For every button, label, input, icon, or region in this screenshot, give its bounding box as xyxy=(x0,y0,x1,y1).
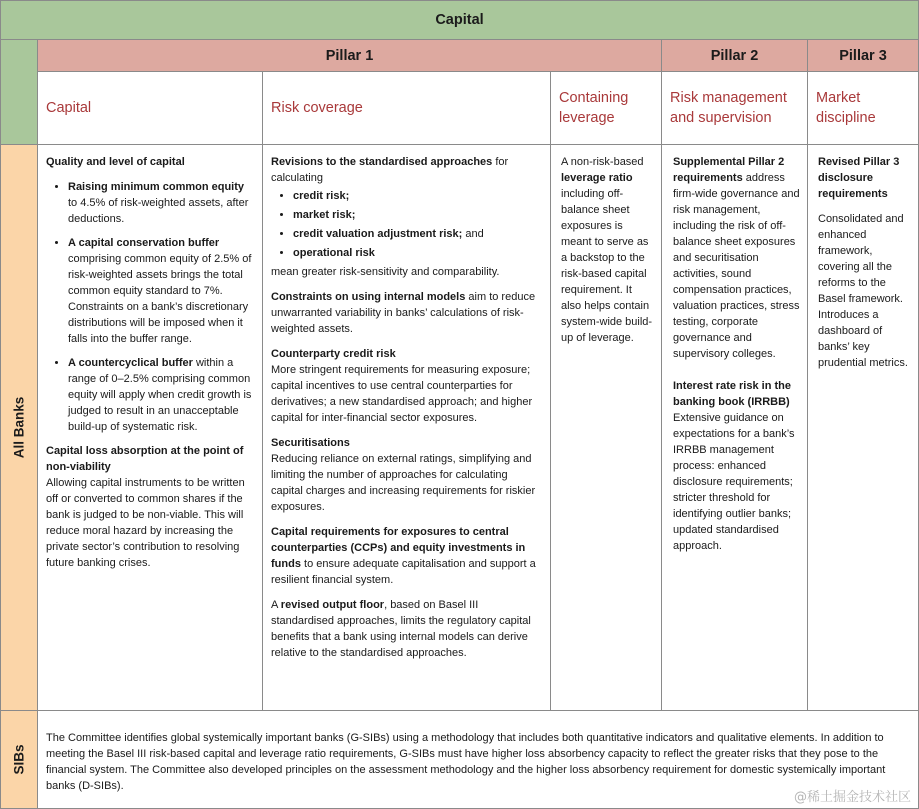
capital-bullet-3-text: within a range of 0–2.5% comprising common equity will apply when credit growth is judged to result in an unacceptable build-up of systematic risk. xyxy=(68,357,252,433)
risk-s3-head: Counterparty credit risk xyxy=(271,348,396,360)
risk-item-operational-label: operational risk xyxy=(293,247,375,259)
cell-sibs xyxy=(37,710,919,809)
pillar-2-label: Pillar 2 xyxy=(710,47,759,64)
column-header-capital xyxy=(37,71,263,145)
capital-heading-loss-absorption: Capital loss absorption at the point of non-viability xyxy=(46,445,244,473)
risk-s5-text: to ensure adequate capitalisation and support a resilient financial system. xyxy=(271,558,536,586)
pillar-2-header xyxy=(661,39,808,72)
risk-s2-text: aim to reduce unwarranted variability in banks’ calculations of risk-weighted assets. xyxy=(271,291,536,335)
pillar-3-label: Pillar 3 xyxy=(839,47,887,64)
market-text: Consolidated and enhanced framework, covering all the reforms to the Basel framework. Introduces a dashboard of banks’ key prudential metrics. xyxy=(818,213,908,369)
table-title-text: Capital xyxy=(435,12,484,28)
capital-bullet-2-bold: A capital conservation buffer xyxy=(68,237,220,249)
column-header-risk-management xyxy=(661,71,808,145)
risk-s4-text: Reducing reliance on external ratings, simplifying and limiting the number of approaches for calculating capital charges and increasing requirements for riskier exposures. xyxy=(271,453,536,513)
market-head: Revised Pillar 3 disclosure requirements xyxy=(818,156,900,200)
row-label-sibs xyxy=(0,710,38,809)
riskmgmt-s1-bold: Supplemental Pillar 2 requirements xyxy=(673,156,785,184)
risk-item-credit xyxy=(293,188,542,204)
leverage-pre: A non-risk-based xyxy=(561,156,644,168)
row-label-all-banks xyxy=(0,144,38,711)
risk-s1-after: mean greater risk-sensitivity and comparability. xyxy=(271,266,500,278)
riskmgmt-s1-text: address firm-wide governance and risk management, including the risk of off-balance sheet exposures and securitisation activities, sound compensation practices, valuation practices, stress testing, corporate governance and supervisory colleges. xyxy=(673,172,800,360)
risk-item-cva-label: credit valuation adjustment risk; xyxy=(293,228,463,240)
cell-market-discipline xyxy=(807,144,919,711)
capital-heading-quality: Quality and level of capital xyxy=(46,156,185,168)
riskmgmt-s2-text: Extensive guidance on expectations for a bank’s IRRBB management process: enhanced disclosure requirements; stricter threshold for identifying outlier banks; updated standardised approach. xyxy=(673,412,795,552)
pillar-3-header xyxy=(807,39,919,72)
column-header-capital-label: Capital xyxy=(46,100,92,116)
risk-s6-text: , based on Basel III standardised approaches, limits the regulatory capital benefits that a bank using internal models can derive relative to the standardised approaches. xyxy=(271,599,531,659)
capital-bullet-conservation-buffer xyxy=(68,235,254,347)
watermark: @稀土掘金技术社区 xyxy=(793,790,911,805)
riskmgmt-s2-head: Interest rate risk in the banking book (IRRBB) xyxy=(673,380,791,408)
capital-loss-absorption-text: Allowing capital instruments to be written off or converted to common shares if the bank is judged to be non-viable. This will reduce moral hazard by increasing the private sector’s contribution to resolving future banking crises. xyxy=(46,477,245,569)
risk-s1-text: for calculating xyxy=(271,156,509,184)
row-label-sibs-text: SIBs xyxy=(11,744,27,775)
column-header-risk-coverage xyxy=(262,71,551,145)
capital-bullet-1-text: to 4.5% of risk-weighted assets, after deductions. xyxy=(68,197,249,225)
risk-item-cva-tail: and xyxy=(462,228,484,240)
cell-capital xyxy=(37,144,263,711)
risk-s6-pre: A xyxy=(271,599,281,611)
column-header-containing-leverage-label: Containing leverage xyxy=(559,90,629,126)
risk-s6-bold: revised output floor xyxy=(280,599,385,611)
pillar-1-header xyxy=(37,39,662,72)
column-header-market-discipline xyxy=(807,71,919,145)
risk-s2-bold: Constraints on using internal models xyxy=(271,291,466,303)
cell-risk-management xyxy=(661,144,808,711)
corner-cell xyxy=(0,39,38,145)
capital-bullet-minimum-equity xyxy=(68,179,254,227)
sibs-text: The Committee identifies global systemically important banks (G-SIBs) using a methodology that includes both quantitative indicators and qualitative elements. In addition to meeting the Basel III risk-based capital and leverage ratio requirements, G-SIBs must have higher loss absorbency capacity to reflect the greater risks that they pose to the financial system. The Committee also developed principles on the assessment methodology and the higher loss absorbency requirement for domestic systemically important banks (D-SIBs). xyxy=(46,732,886,792)
risk-item-cva xyxy=(293,226,542,242)
column-header-risk-coverage-label: Risk coverage xyxy=(271,100,363,116)
column-header-risk-management-label: Risk management and supervision xyxy=(670,90,787,126)
capital-bullet-countercyclical-buffer xyxy=(68,355,254,435)
risk-item-credit-label: credit risk; xyxy=(293,190,350,202)
capital-bullet-3-bold: A countercyclical buffer xyxy=(68,357,193,369)
row-label-all-banks-text: All Banks xyxy=(11,396,27,459)
risk-s5-bold: Capital requirements for exposures to central counterparties (CCPs) and equity investments in funds xyxy=(271,526,526,570)
leverage-bold: leverage ratio xyxy=(561,172,633,184)
cell-containing-leverage xyxy=(550,144,662,711)
risk-s4-head: Securitisations xyxy=(271,437,350,449)
risk-item-market-label: market risk; xyxy=(293,209,356,221)
capital-bullet-2-text: comprising common equity of 2.5% of risk-weighted assets brings the total common equity standard to 7%. Constraints on a bank’s discretionary distributions will be imposed when it falls into the buffer range. xyxy=(68,253,252,345)
table-title xyxy=(0,0,919,40)
capital-bullet-1-bold: Raising minimum common equity xyxy=(68,181,245,193)
column-header-market-discipline-label: Market discipline xyxy=(816,90,876,126)
column-header-containing-leverage xyxy=(550,71,662,145)
risk-s1-bold: Revisions to the standardised approaches xyxy=(271,156,493,168)
risk-item-operational xyxy=(293,245,542,261)
risk-item-market xyxy=(293,207,542,223)
cell-risk-coverage xyxy=(262,144,551,711)
risk-s3-text: More stringent requirements for measuring exposure; capital incentives to use central counterparties for derivatives; a new standardised approach; and higher capital for inter-financial sector exposures. xyxy=(271,364,533,424)
leverage-text: including off-balance sheet exposures is meant to serve as a backstop to the risk-based capital requirement. It also helps contain system-wide build-up of leverage. xyxy=(561,188,653,344)
pillar-1-label: Pillar 1 xyxy=(325,47,374,64)
